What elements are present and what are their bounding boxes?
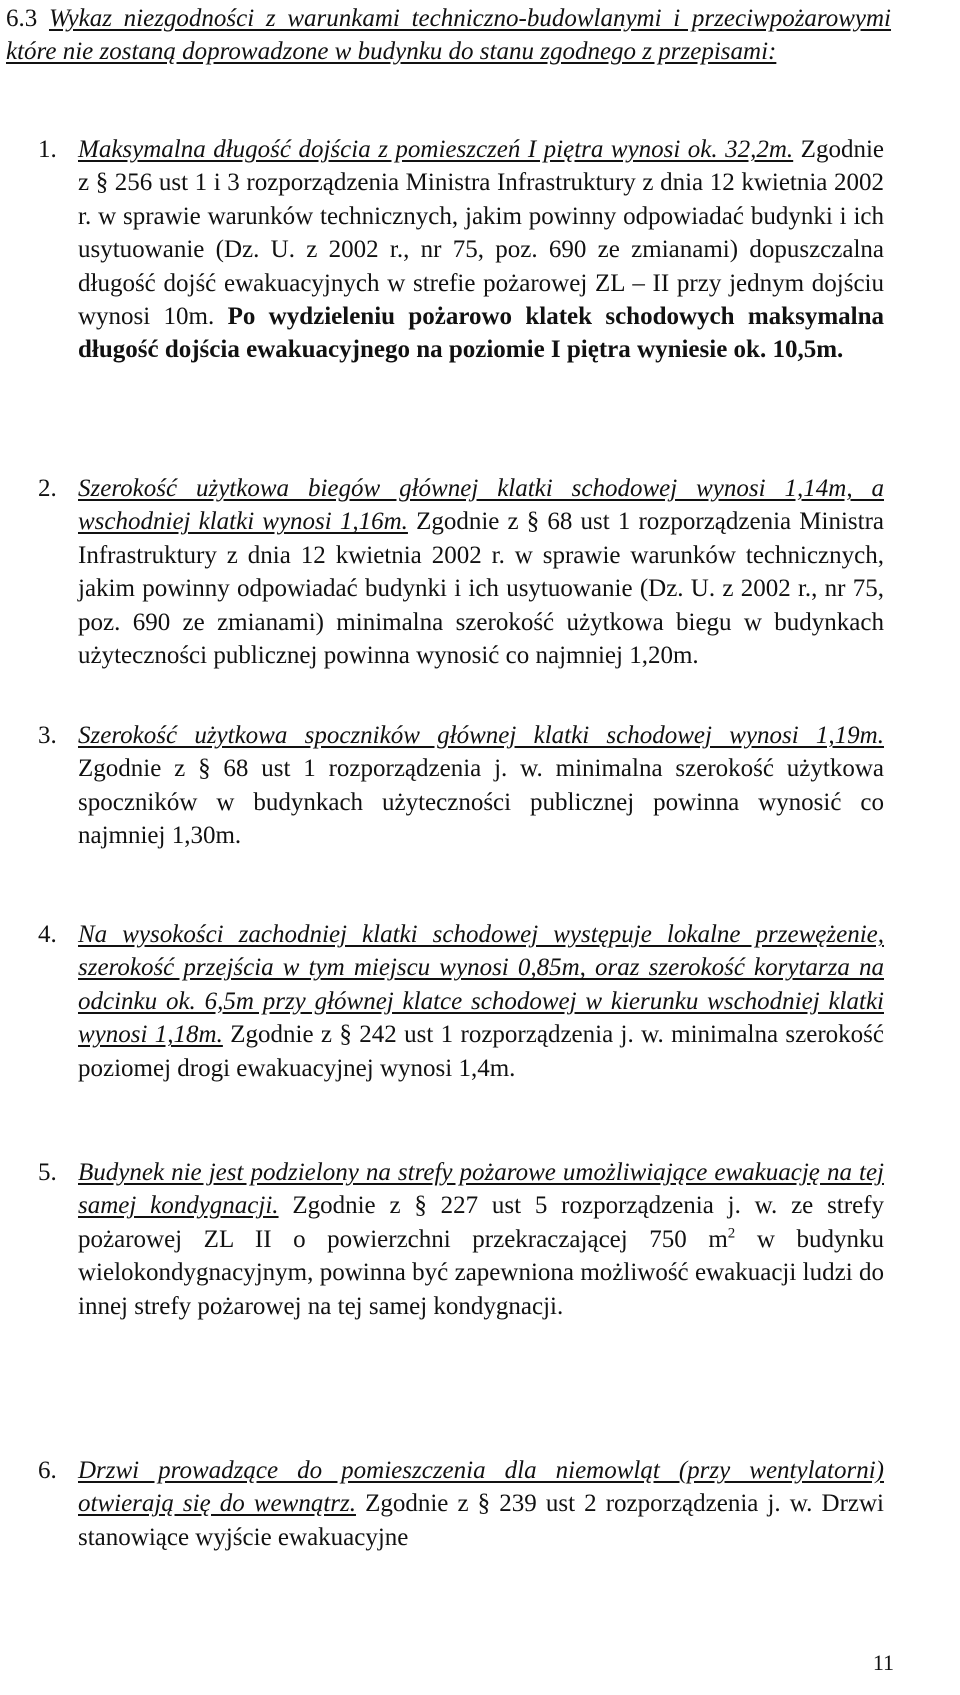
page-number: 11 [872, 1650, 894, 1675]
item-regulation-text: Zgodnie z § 256 ust 1 i 3 rozporządzenia Ministra Infrastruktury z dnia 12 kwietnia 2002 r. w sprawie warunków technicznych, jakim powinny odpowiadać budynki i ich usytuowanie (Dz. U. z 2002 r., nr 75, poz. 690 ze zmianami) dopuszczalna długość dojść ewakuacyjnych w strefie pożarowej ZL – II przy jednym dojściu wynosi 10m. [78, 136, 884, 331]
item-regulation-text: Zgodnie z § 68 ust 1 rozporządzenia Ministra Infrastruktury z dnia 12 kwietnia 2002 r. w sprawie warunków technicznych, jakim powinny odpowiadać budynki i ich usytuowanie (Dz. U. z 2002 r., nr 75, poz. 690 ze zmianami) minimalna szerokość użytkowa biegu w budynkach użyteczności publicznej powinna wynosić co najmniej 1,20m. [78, 508, 884, 670]
item-number: 3. [38, 722, 57, 749]
list-item-1 [38, 133, 884, 367]
item-number: 6. [38, 1457, 57, 1484]
item-bold-note: Po wydzieleniu pożarowo klatek schodowych maksymalna długość dojścia ewakuacyjnego na poziomie I piętra wyniesie ok. 10,5m. [78, 303, 884, 364]
item-regulation-text: Zgodnie z § 68 ust 1 rozporządzenia j. w. minimalna szerokość użytkowa spoczników w budynkach użyteczności publicznej powinna wynosić co najmniej 1,30m. [78, 755, 884, 850]
list-item-6 [38, 1454, 884, 1554]
item-number: 2. [38, 475, 57, 502]
item-finding: Budynek nie jest podzielony na strefy pożarowe umożliwiające ewakuację na tej samej kondygnacji. [78, 1159, 884, 1220]
item-regulation-text: Zgodnie z § 242 ust 1 rozporządzenia j. w. minimalna szerokość poziomej drogi ewakuacyjnej wynosi 1,4m. [78, 1021, 884, 1082]
item-regulation-text-cont: w budynku wielokondygnacyjnym, powinna być zapewniona możliwość ewakuacji ludzi do innej strefy pożarowej na tej samej kondygnacji. [78, 1225, 884, 1320]
item-number: 4. [38, 921, 57, 948]
item-finding: Szerokość użytkowa biegów głównej klatki schodowej wynosi 1,14m, a wschodniej klatki wynosi 1,16m. [78, 475, 884, 536]
item-number: 5. [38, 1159, 57, 1186]
list-item-4 [38, 918, 884, 1085]
superscript: 2 [727, 1225, 736, 1242]
section-title: Wykaz niezgodności z warunkami techniczno-budowlanymi i przeciwpożarowymi które nie zostaną doprowadzone w budynku do stanu zgodnego z przepisami: [6, 5, 892, 65]
item-finding: Szerokość użytkowa spoczników głównej klatki schodowej wynosi 1,19m. [78, 722, 884, 749]
item-number: 1. [38, 136, 57, 163]
item-finding: Na wysokości zachodniej klatki schodowej występuje lokalne przewężenie, szerokość przejścia w tym miejscu wynosi 0,85m, oraz szerokość korytarza na odcinku ok. 6,5m przy głównej klatce schodowej w kierunku wschodniej klatki wynosi 1,18m. [78, 921, 884, 1049]
list-item-2 [38, 472, 884, 672]
section-number: 6.3 [6, 5, 38, 32]
item-regulation-text: Zgodnie z § 227 ust 5 rozporządzenia j. w. ze strefy pożarowej ZL II o powierzchni przekraczającej 750 m [78, 1192, 884, 1253]
item-finding: Drzwi prowadzące do pomieszczenia dla niemowląt (przy wentylatorni) otwierają się do wewnątrz. [78, 1457, 884, 1518]
item-regulation-text: Zgodnie z § 239 ust 2 rozporządzenia j. w. Drzwi stanowiące wyjście ewakuacyjne [78, 1490, 884, 1551]
section-heading [6, 2, 891, 68]
list-item-3 [38, 719, 884, 853]
list-item-5 [38, 1156, 884, 1323]
item-finding: Maksymalna długość dojścia z pomieszczeń I piętra wynosi ok. 32,2m. [78, 136, 794, 163]
